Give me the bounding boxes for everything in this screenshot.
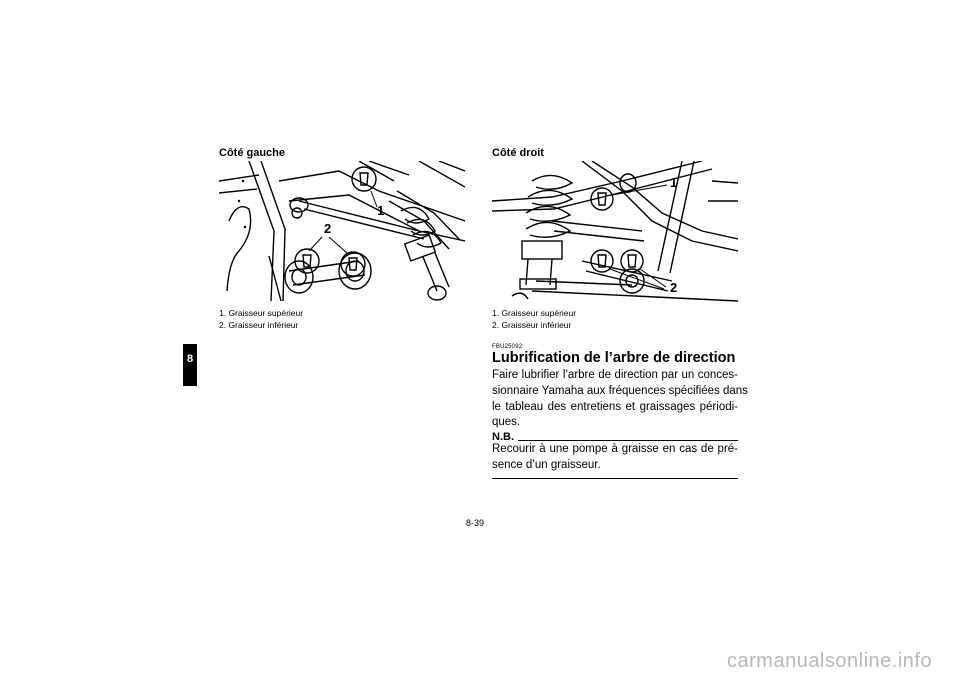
note-line: sence d’un graisseur. (492, 458, 601, 471)
body-line: le tableau des entretiens et graissages périodi- (492, 400, 738, 413)
page-number: 8-39 (466, 518, 485, 528)
right-callout-1: 1 (670, 175, 678, 190)
right-figure-illustration (492, 161, 738, 305)
chapter-tab-label: 8 (186, 353, 194, 365)
caption-item: 2. Graisseur inférieur (219, 320, 299, 330)
body-line: sionnaire Yamaha aux fréquences spécifiées dans (492, 384, 748, 397)
section-code: FBU25092 (492, 344, 523, 350)
note-body (492, 442, 738, 474)
note-line: Recourir à une pompe à graisse en cas de pré- (492, 443, 738, 455)
note-title: N.B. (492, 431, 514, 443)
body-line: Faire lubrifier l’arbre de direction par un conces- (492, 369, 738, 381)
left-callout-2: 2 (324, 221, 332, 236)
section-body (492, 368, 748, 431)
chapter-tab (183, 344, 197, 386)
note-top-rule (518, 440, 738, 441)
left-figure-caption (219, 307, 303, 331)
body-line: ques. (492, 416, 521, 429)
watermark: carmanualsonline.info (727, 650, 933, 672)
left-figure-illustration (219, 161, 465, 305)
note-bottom-rule (492, 478, 738, 479)
right-figure-caption (492, 307, 576, 331)
section-heading: Lubrification de l’arbre de direction (492, 350, 736, 366)
caption-item: 1. Graisseur supérieur (219, 308, 304, 318)
left-figure-title: Côté gauche (219, 147, 286, 159)
left-chassis-drawing (219, 161, 465, 305)
caption-item: 1. Graisseur supérieur (492, 308, 577, 318)
right-figure-title: Côté droit (492, 147, 544, 159)
caption-item: 2. Graisseur inférieur (492, 320, 572, 330)
right-callout-2: 2 (670, 280, 678, 295)
left-callout-1: 1 (377, 203, 385, 218)
right-chassis-drawing (492, 161, 738, 305)
